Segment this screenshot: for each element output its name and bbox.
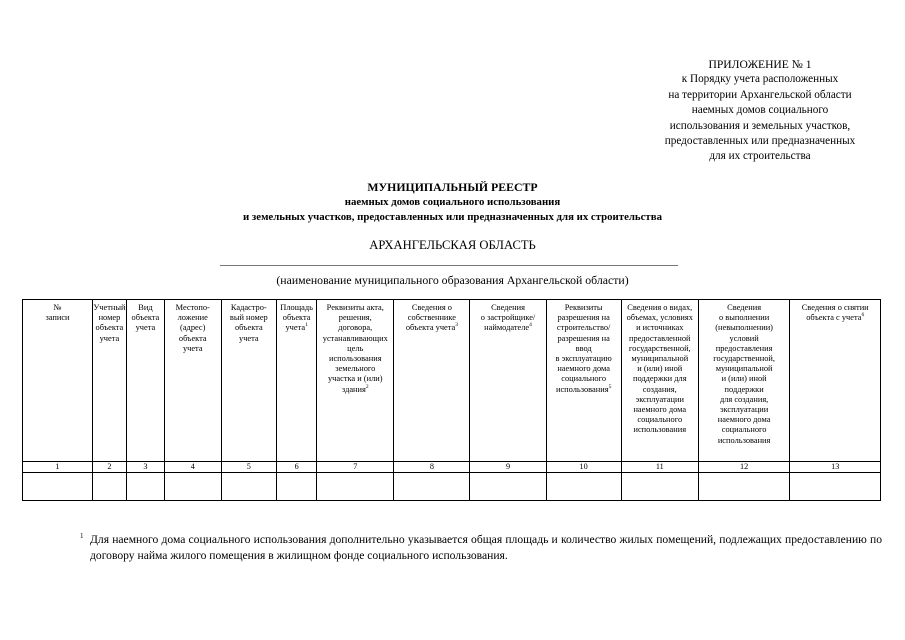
column-header-line: учета	[99, 333, 120, 343]
column-header-line: участка и (или)	[327, 374, 383, 384]
appendix-line: для их строительства	[709, 150, 811, 163]
column-header-line: учета	[135, 323, 156, 333]
column-header	[790, 300, 881, 462]
column-header-line: устанавливающих	[322, 333, 388, 343]
footnote-ref: 2	[365, 383, 369, 390]
column-header-line	[277, 323, 316, 333]
column-header-line: цель	[347, 343, 364, 353]
column-header-line: записи	[45, 313, 70, 323]
column-number: 13	[790, 462, 881, 473]
column-header	[621, 300, 698, 462]
column-header-line: государственной,	[628, 343, 691, 353]
appendix-block	[640, 57, 880, 165]
column-header-line: социального	[721, 425, 767, 435]
column-header	[394, 300, 470, 462]
column-header-line: для создания,	[719, 394, 769, 404]
municipality-hint: (наименование муниципального образования Архангельской области)	[276, 273, 629, 287]
column-header-text: наймодателе	[484, 323, 530, 333]
column-number: 6	[277, 462, 317, 473]
column-header-text: объекта с учета	[806, 313, 862, 323]
column-header-line: договора,	[338, 323, 373, 333]
table-cell[interactable]	[621, 473, 698, 501]
column-number: 7	[317, 462, 394, 473]
column-header-line: объекта	[95, 323, 124, 333]
column-header-text: объекта учета	[405, 323, 456, 333]
footnote-text: Для наемного дома социального использования дополнительно указывается общая площадь и количество жилых помещений, подлежащих предоставлению по договору найма жилого помещения в жилищном фонде социального использования.	[90, 533, 882, 562]
column-header-line: использования	[717, 435, 771, 445]
column-header-line: создания,	[642, 384, 677, 394]
table-cell[interactable]	[126, 473, 164, 501]
column-header-line: социального	[561, 374, 607, 384]
footnote-ref: 1	[305, 322, 308, 329]
appendix-line: на территории Архангельской области	[668, 88, 852, 101]
column-header-line: Реквизиты акта,	[326, 303, 384, 312]
column-header	[126, 300, 164, 462]
table-cell[interactable]	[23, 473, 93, 501]
column-header-line: Сведения	[727, 303, 762, 312]
column-header-line: Вид	[138, 303, 153, 312]
column-header-line: Кадастро-	[230, 303, 267, 312]
appendix-line: наемных домов социального	[691, 104, 829, 117]
column-header-line	[547, 385, 621, 395]
table-cell[interactable]	[317, 473, 394, 501]
footnote-ref: 6	[861, 312, 865, 319]
column-header-text: здания	[341, 384, 366, 394]
column-number: 8	[394, 462, 470, 473]
column-header-line: собственнике	[407, 313, 456, 323]
column-header-line: эксплуатации	[719, 405, 769, 415]
footnote-ref: 3	[455, 322, 458, 329]
column-header-line: земельного	[335, 364, 376, 374]
appendix-line: предоставленных или предназначенных	[664, 135, 856, 148]
column-header-line: о выполнении	[718, 313, 770, 323]
column-header-line	[317, 385, 393, 395]
column-number: 11	[621, 462, 698, 473]
column-header-line: Сведения о	[411, 303, 452, 312]
column-header-line: разрешения на	[557, 313, 610, 323]
column-header-line: социального	[637, 415, 683, 425]
municipality-underline	[220, 265, 678, 266]
column-header-line: (невыполнении)	[715, 323, 773, 333]
column-number: 2	[92, 462, 126, 473]
column-number: 4	[164, 462, 221, 473]
column-header-line: учета	[182, 343, 203, 353]
column-header-line: предоставления	[715, 343, 773, 353]
column-header-line: условий	[729, 333, 759, 343]
footnote-ref: 4	[529, 322, 532, 329]
column-header-text: учета	[285, 323, 306, 333]
table-cell[interactable]	[164, 473, 221, 501]
column-header-line: (адрес)	[180, 323, 206, 333]
column-header	[92, 300, 126, 462]
column-header-text: использования	[555, 384, 609, 394]
table-cell[interactable]	[394, 473, 470, 501]
column-header-line: ложение	[177, 313, 208, 323]
footnote-ref: 5	[608, 383, 612, 390]
column-header-line: предоставленной	[629, 333, 691, 343]
appendix-line: к Порядку учета расположенных	[681, 73, 839, 86]
column-header	[277, 300, 317, 462]
table-row	[23, 473, 881, 501]
column-header-line: Сведения	[491, 303, 525, 312]
column-header	[164, 300, 221, 462]
column-header-line	[394, 323, 469, 333]
column-number-row	[23, 462, 881, 473]
column-header-line: и источниках	[636, 323, 684, 333]
column-header-line: учета	[239, 333, 259, 343]
column-header-line: поддержки	[724, 384, 764, 394]
column-header-line: Сведения о видах,	[627, 303, 693, 312]
document-title: МУНИЦИПАЛЬНЫЙ РЕЕСТР	[367, 180, 538, 194]
column-header-line: разрешения на	[557, 333, 610, 343]
table-cell[interactable]	[277, 473, 317, 501]
column-header-line: и (или) иной	[721, 374, 767, 384]
footnote	[80, 532, 882, 563]
appendix-title: ПРИЛОЖЕНИЕ № 1	[708, 58, 812, 71]
column-header	[546, 300, 621, 462]
column-number: 12	[698, 462, 790, 473]
column-header-line: номер	[98, 313, 121, 323]
column-header-line: Площадь	[280, 303, 313, 312]
column-header-line: о застройщике/	[480, 313, 536, 323]
column-number: 10	[546, 462, 621, 473]
column-header-line: ввод	[575, 343, 592, 353]
column-number: 3	[126, 462, 164, 473]
column-header	[317, 300, 394, 462]
column-header-line: наемного дома	[557, 364, 610, 374]
document-subtitle: и земельных участков, предоставленных или предназначенных для их строительства	[243, 211, 662, 223]
table-header-row	[23, 300, 881, 462]
table-cell[interactable]	[92, 473, 126, 501]
table-cell[interactable]	[790, 473, 881, 501]
column-header-line: Учетный	[93, 303, 126, 312]
column-number: 5	[221, 462, 277, 473]
column-header-line: объекта	[131, 313, 160, 323]
column-header	[698, 300, 790, 462]
column-header-line: наемного дома	[717, 415, 771, 425]
table-cell[interactable]	[221, 473, 277, 501]
column-header-line: государственной,	[713, 354, 775, 364]
column-header-line: использования	[328, 354, 382, 364]
column-header-line: Реквизиты	[564, 303, 603, 312]
column-header-line: Местопо-	[175, 303, 210, 312]
column-header-line: Сведения о снятии	[801, 303, 869, 312]
column-header-line: решения,	[338, 313, 372, 323]
table-cell[interactable]	[698, 473, 790, 501]
column-header-line: наемного дома	[633, 405, 687, 415]
column-header-line: и (или) иной	[637, 364, 683, 374]
column-header-line: объекта	[178, 333, 207, 343]
column-header-line: поддержки для	[632, 374, 687, 384]
registry-table	[22, 299, 881, 501]
column-number: 1	[23, 462, 93, 473]
footnote-mark: 1	[80, 532, 84, 540]
document-subtitle: наемных домов социального использования	[344, 196, 561, 208]
column-header-line: №	[53, 303, 62, 312]
column-header-line: муниципальной	[715, 364, 773, 374]
municipality-name: АРХАНГЕЛЬСКАЯ ОБЛАСТЬ	[369, 238, 536, 252]
column-header-line: вый номер	[229, 313, 268, 323]
column-header-line	[470, 323, 545, 333]
column-header-line: объемах, условиях	[626, 313, 693, 323]
column-header-line: в эксплуатацию	[555, 354, 612, 364]
column-header-line: муниципальной	[631, 354, 689, 364]
column-header	[221, 300, 277, 462]
table-cell[interactable]	[470, 473, 546, 501]
column-header-line: объекта	[234, 323, 263, 333]
column-header	[23, 300, 93, 462]
column-number: 9	[470, 462, 546, 473]
column-header-line	[790, 313, 880, 323]
table-cell[interactable]	[546, 473, 621, 501]
column-header	[470, 300, 546, 462]
column-header-line: строительство/	[556, 323, 611, 333]
appendix-line: использования и земельных участков,	[669, 119, 851, 132]
column-header-line: эксплуатации	[635, 394, 684, 404]
column-header-line: использования	[633, 425, 687, 435]
column-header-line: объекта	[282, 313, 311, 323]
